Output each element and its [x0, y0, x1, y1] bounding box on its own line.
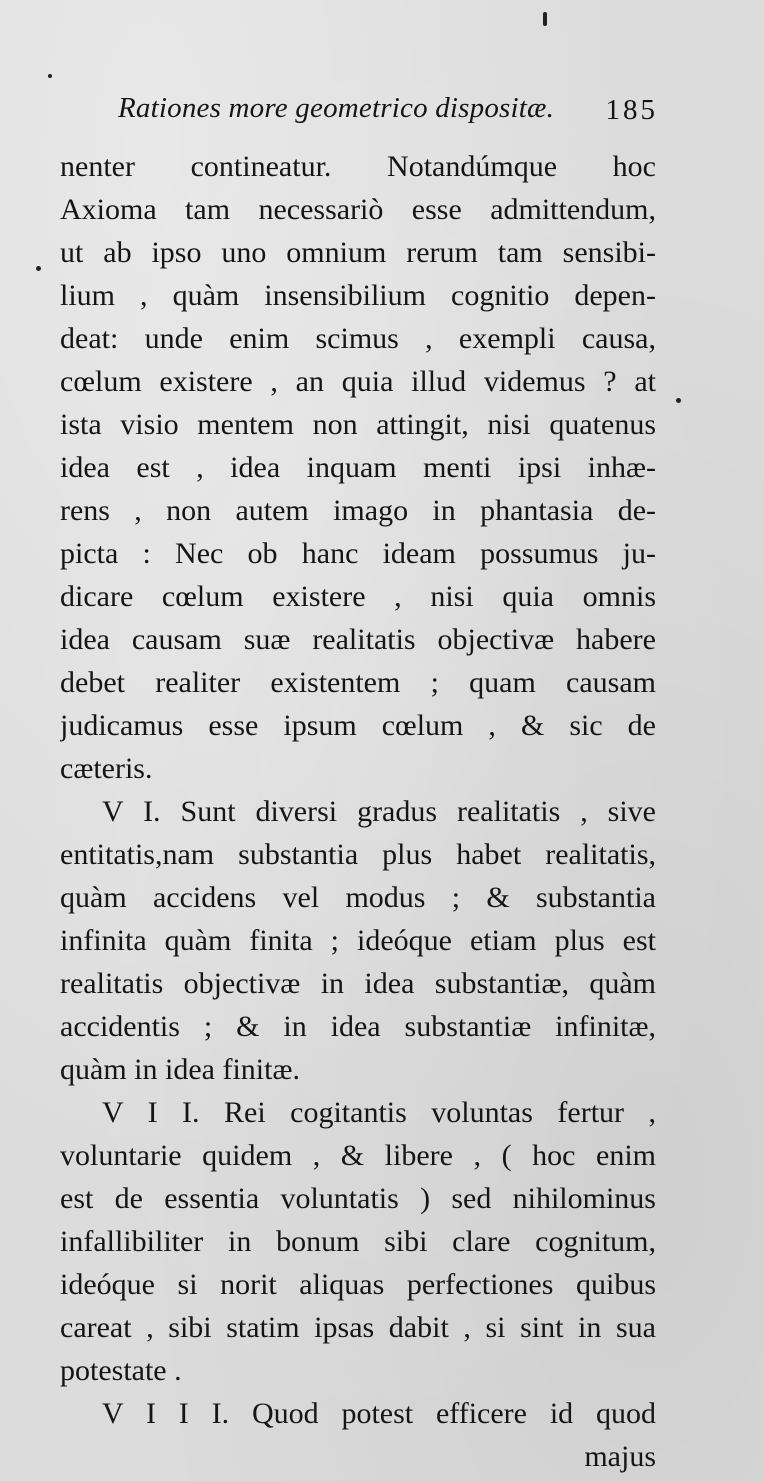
page-number: 185 [605, 94, 658, 126]
ink-speck [48, 74, 52, 78]
text-line: cœlum existere , an quia illud videmus ? at [60, 365, 656, 398]
ink-speck [676, 398, 681, 403]
text-line: quàm accidens vel modus ; & substantia [60, 881, 656, 914]
page-header [118, 92, 658, 138]
text-line: cæteris. [60, 752, 153, 785]
paragraph-start-line: V I I. Rei cogitantis voluntas fertur , [102, 1096, 656, 1129]
text-line: infallibiliter in bonum sibi clare cognitum, [60, 1225, 656, 1258]
text-line: infinita quàm finita ; ideóque etiam plus est [60, 924, 656, 957]
text-line: nenter contineatur. Notandúmque hoc [60, 150, 656, 183]
catchword: majus [584, 1440, 656, 1473]
text-line: potestate . [60, 1354, 182, 1387]
text-line: accidentis ; & in idea substantiæ infinitæ, [60, 1010, 656, 1043]
text-line: deat: unde enim scimus , exempli causa, [60, 322, 656, 355]
ink-speck [36, 266, 41, 271]
text-line: rens , non autem imago in phantasia de- [60, 494, 656, 527]
text-line: lium , quàm insensibilium cognitio depen- [60, 279, 656, 312]
text-line: picta : Nec ob hanc ideam possumus ju- [60, 537, 656, 570]
text-line: idea est , idea inquam menti ipsi inhæ- [60, 451, 656, 484]
text-line: idea causam suæ realitatis objectivæ habere [60, 623, 656, 656]
text-line: debet realiter existentem ; quam causam [60, 666, 656, 699]
paragraph-start-line: V I I I. Quod potest efficere id quod [102, 1397, 656, 1430]
text-line: ut ab ipso uno omnium rerum tam sensibi- [60, 236, 656, 269]
body-text [60, 145, 656, 1478]
text-line: quàm in idea finitæ. [60, 1053, 300, 1086]
text-line: realitatis objectivæ in idea substantiæ, quàm [60, 967, 656, 1000]
text-line: judicamus esse ipsum cœlum , & sic de [60, 709, 656, 742]
text-line: dicare cœlum existere , nisi quia omnis [60, 580, 656, 613]
running-title: Rationes more geometrico dispositæ. [118, 92, 555, 124]
text-line: Axioma tam necessariò esse admittendum, [60, 193, 656, 226]
text-line: careat , sibi statim ipsas dabit , si sint in sua [60, 1311, 656, 1344]
ink-speck [543, 12, 547, 26]
text-line: entitatis,nam substantia plus habet realitatis, [60, 838, 656, 871]
paragraph-start-line: V I. Sunt diversi gradus realitatis , sive [102, 795, 656, 828]
text-line: ista visio mentem non attingit, nisi quatenus [60, 408, 656, 441]
text-line: est de essentia voluntatis ) sed nihilominus [60, 1182, 656, 1215]
text-line: ideóque si norit aliquas perfectiones quibus [60, 1268, 656, 1301]
text-line: voluntarie quidem , & libere , ( hoc enim [60, 1139, 656, 1172]
